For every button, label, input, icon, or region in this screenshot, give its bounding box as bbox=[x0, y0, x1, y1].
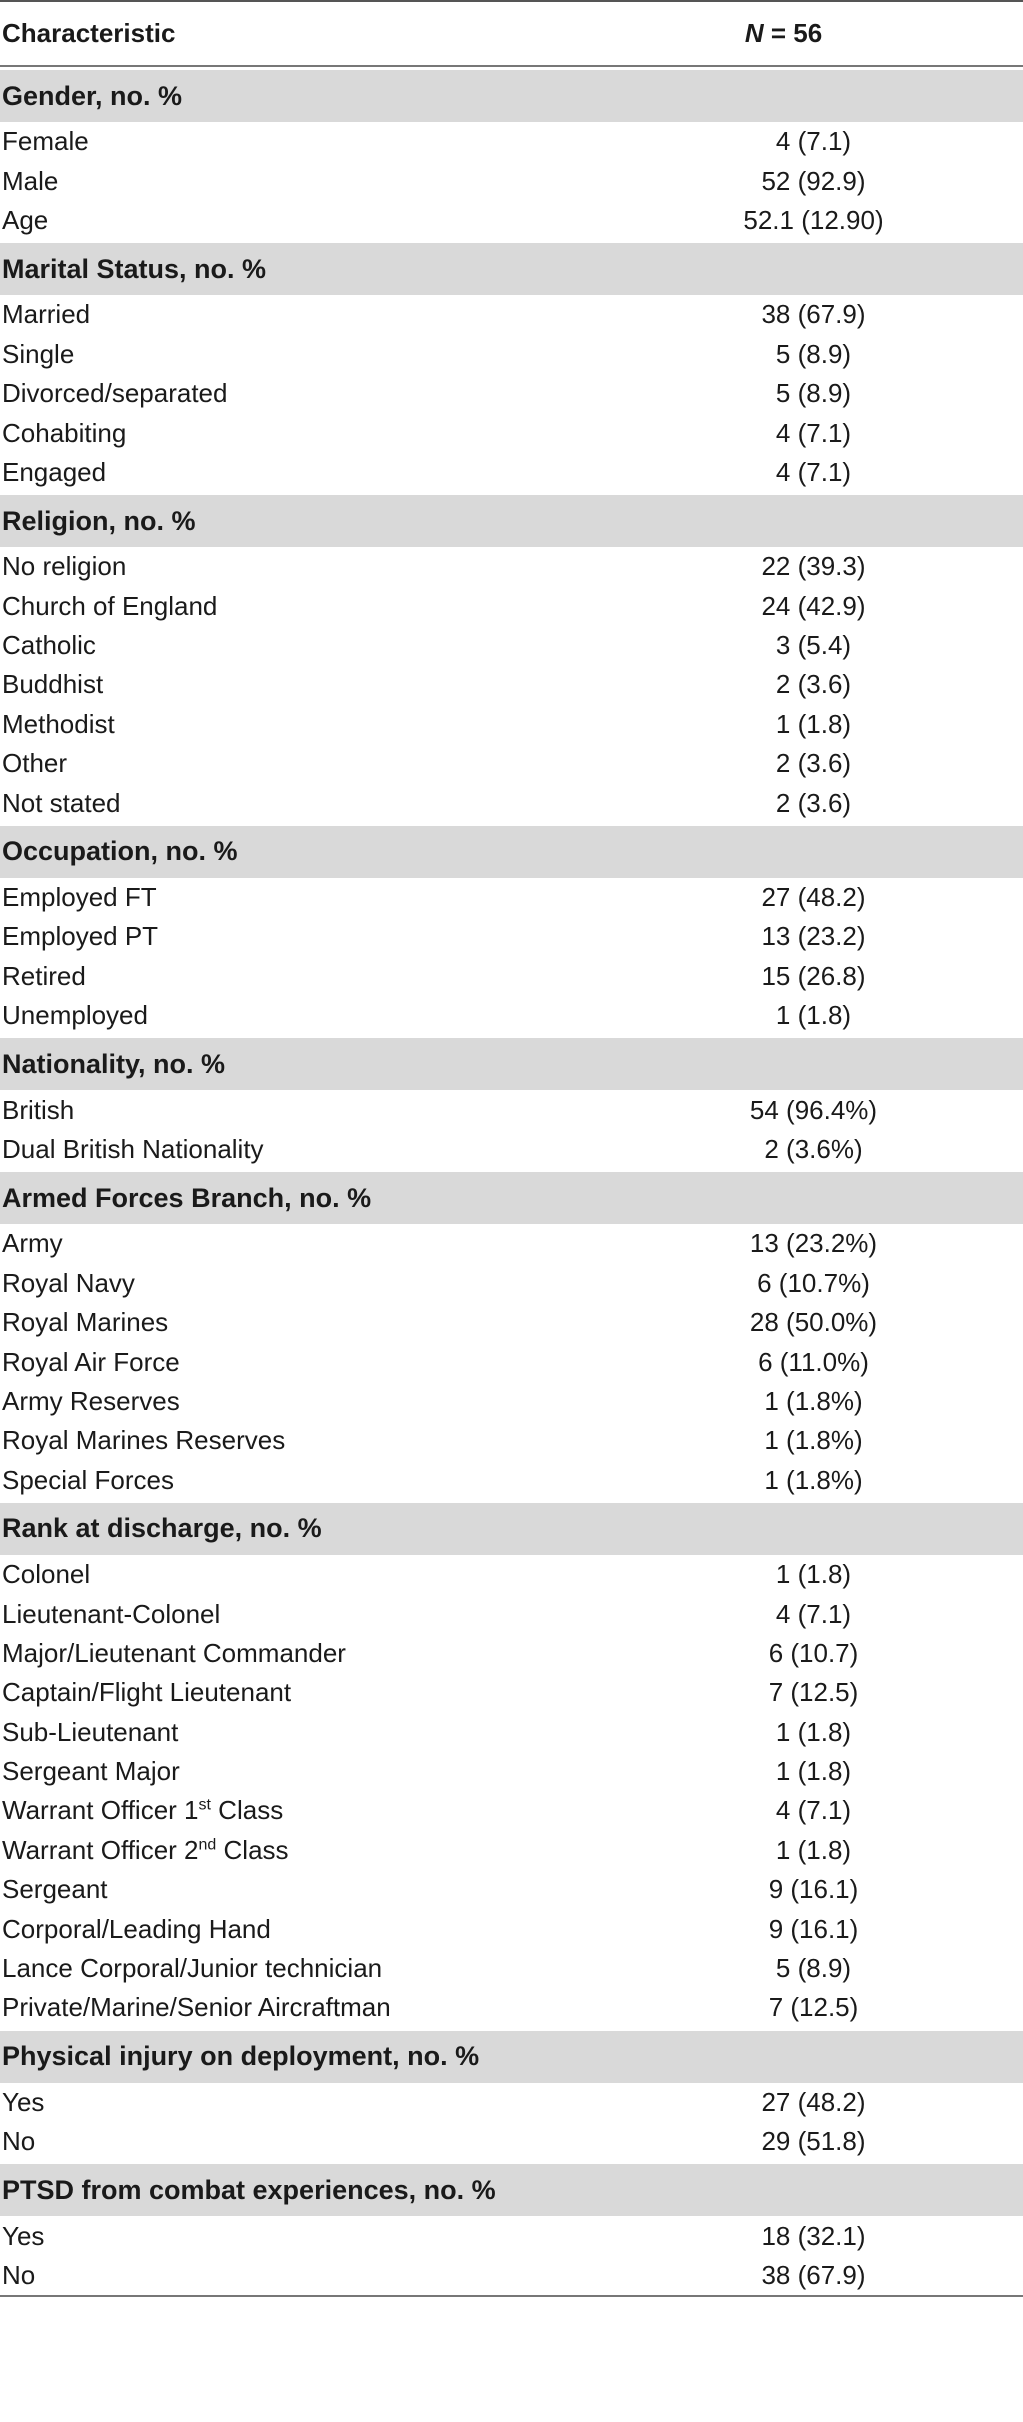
table-row bbox=[0, 917, 1023, 956]
row-label-text: Captain/Flight Lieutenant bbox=[2, 1677, 292, 1708]
row-label-text: No bbox=[2, 2126, 36, 2157]
table-row bbox=[0, 2083, 1023, 2122]
row-label bbox=[0, 2122, 544, 2161]
table-row bbox=[0, 1224, 1023, 1263]
table-row bbox=[0, 626, 1023, 665]
table-row bbox=[0, 547, 1023, 586]
row-label bbox=[0, 1303, 544, 1342]
row-value: 54 (96.4%) bbox=[749, 1094, 878, 1125]
row-label bbox=[0, 335, 544, 374]
table-row bbox=[0, 1594, 1023, 1633]
table-row bbox=[0, 1988, 1023, 2027]
row-label-text: Army Reserves bbox=[2, 1385, 180, 1416]
row-value: 1 (1.8%) bbox=[764, 1385, 863, 1416]
row-value: 1 (1.8%) bbox=[764, 1464, 863, 1495]
row-label-text: Lieutenant-Colonel bbox=[2, 1598, 221, 1629]
table-row bbox=[0, 161, 1023, 200]
row-value: 6 (10.7%) bbox=[757, 1267, 870, 1298]
table-row bbox=[0, 1673, 1023, 1712]
table-row bbox=[0, 1909, 1023, 1948]
row-label-text: Army bbox=[2, 1228, 63, 1259]
row-label bbox=[0, 705, 544, 744]
row-label-text: Buddhist bbox=[2, 669, 104, 700]
row-label bbox=[0, 744, 544, 783]
table-row bbox=[0, 1752, 1023, 1791]
row-value: 1 (1.8) bbox=[775, 1756, 852, 1787]
row-value: 2 (3.6) bbox=[775, 748, 852, 779]
table-row bbox=[0, 1831, 1023, 1870]
row-label bbox=[0, 122, 544, 161]
row-label-superscript: nd bbox=[198, 1836, 217, 1854]
table-row bbox=[0, 2122, 1023, 2161]
row-value: 22 (39.3) bbox=[761, 551, 866, 582]
row-label-text: Age bbox=[2, 204, 49, 235]
row-value: 2 (3.6) bbox=[775, 669, 852, 700]
row-label-tail: Class bbox=[210, 1795, 284, 1826]
row-label-text: Corporal/Leading Hand bbox=[2, 1913, 271, 1944]
row-label bbox=[0, 1634, 544, 1673]
table-row bbox=[0, 1342, 1023, 1381]
row-label bbox=[0, 1791, 544, 1830]
section-header-row bbox=[0, 1503, 1023, 1555]
row-label bbox=[0, 1673, 544, 1712]
table-row bbox=[0, 2216, 1023, 2255]
row-label bbox=[0, 1988, 544, 2027]
row-label bbox=[0, 453, 544, 492]
characteristic-column-header: Characteristic bbox=[0, 1, 544, 66]
row-label-text: Warrant Officer 1 bbox=[2, 1795, 199, 1826]
row-value: 4 (7.1) bbox=[775, 1598, 852, 1629]
section-title: PTSD from combat experiences, no. % bbox=[0, 2164, 1023, 2216]
row-value: 1 (1.8%) bbox=[764, 1425, 863, 1456]
table-row bbox=[0, 1421, 1023, 1460]
row-label-text: Sub-Lieutenant bbox=[2, 1716, 179, 1747]
row-label bbox=[0, 665, 544, 704]
row-value: 18 (32.1) bbox=[761, 2220, 866, 2251]
section-title: Physical injury on deployment, no. % bbox=[0, 2031, 1023, 2083]
row-label bbox=[0, 626, 544, 665]
row-label-text: Special Forces bbox=[2, 1464, 174, 1495]
table-row bbox=[0, 1303, 1023, 1342]
row-label-text: Lance Corporal/Junior technician bbox=[2, 1953, 383, 1984]
row-value: 24 (42.9) bbox=[761, 590, 866, 621]
row-value: 3 (5.4) bbox=[775, 630, 852, 661]
section-header-row bbox=[0, 495, 1023, 547]
section-title: Marital Status, no. % bbox=[0, 243, 1023, 295]
row-value: 1 (1.8) bbox=[775, 1000, 852, 1031]
section-title: Rank at discharge, no. % bbox=[0, 1503, 1023, 1555]
table-row bbox=[0, 665, 1023, 704]
row-label-text: Royal Navy bbox=[2, 1267, 135, 1298]
row-value: 13 (23.2%) bbox=[749, 1228, 878, 1259]
row-label bbox=[0, 1264, 544, 1303]
section-header-row bbox=[0, 2031, 1023, 2083]
row-value: 5 (8.9) bbox=[775, 378, 852, 409]
row-label-text: Engaged bbox=[2, 456, 107, 487]
row-label-text: Sergeant bbox=[2, 1874, 108, 1905]
row-value: 2 (3.6%) bbox=[764, 1134, 863, 1164]
row-label-text: Royal Air Force bbox=[2, 1346, 180, 1377]
table-row bbox=[0, 744, 1023, 783]
table-row bbox=[0, 705, 1023, 744]
row-label-text: Royal Marines bbox=[2, 1307, 169, 1338]
n-value: = 56 bbox=[763, 18, 823, 48]
row-value: 7 (12.5) bbox=[768, 1992, 859, 2023]
table-row bbox=[0, 374, 1023, 413]
row-label-text: Dual British Nationality bbox=[2, 1134, 264, 1164]
row-label bbox=[0, 1342, 544, 1381]
row-label bbox=[0, 996, 544, 1035]
row-label-text: Single bbox=[2, 338, 75, 369]
table-row bbox=[0, 1713, 1023, 1752]
row-label bbox=[0, 201, 544, 240]
row-label-text: Married bbox=[2, 299, 91, 330]
row-label-text: Employed PT bbox=[2, 921, 159, 952]
row-label-text: Female bbox=[2, 126, 89, 157]
row-value: 6 (10.7) bbox=[768, 1637, 859, 1668]
table-row bbox=[0, 996, 1023, 1035]
row-label-text: Colonel bbox=[2, 1559, 91, 1590]
row-value: 4 (7.1) bbox=[775, 456, 852, 487]
n-column-header bbox=[544, 1, 1023, 66]
row-value: 4 (7.1) bbox=[775, 417, 852, 448]
row-value: 13 (23.2) bbox=[761, 921, 866, 952]
row-label bbox=[0, 2083, 544, 2122]
row-label bbox=[0, 1752, 544, 1791]
row-label bbox=[0, 1909, 544, 1948]
table-row bbox=[0, 783, 1023, 822]
row-label-text: Yes bbox=[2, 2220, 45, 2251]
row-label bbox=[0, 295, 544, 334]
row-label-text: Divorced/separated bbox=[2, 378, 228, 409]
row-label bbox=[0, 1090, 544, 1129]
section-header-row bbox=[0, 826, 1023, 878]
row-value: 1 (1.8) bbox=[775, 1716, 852, 1747]
table-row bbox=[0, 201, 1023, 240]
section-header-row bbox=[0, 70, 1023, 122]
table-row bbox=[0, 1264, 1023, 1303]
section-title: Religion, no. % bbox=[0, 495, 1023, 547]
row-label-text: No religion bbox=[2, 551, 127, 582]
table-row bbox=[0, 957, 1023, 996]
row-value: 7 (12.5) bbox=[768, 1677, 859, 1708]
row-label bbox=[0, 1870, 544, 1909]
row-label-text: No bbox=[2, 2259, 36, 2290]
section-title: Occupation, no. % bbox=[0, 826, 1023, 878]
section-header-row bbox=[0, 2164, 1023, 2216]
table-row bbox=[0, 878, 1023, 917]
row-label-text: Retired bbox=[2, 960, 86, 991]
row-label bbox=[0, 374, 544, 413]
row-value: 52.1 (12.90) bbox=[743, 204, 884, 235]
row-label-text: Other bbox=[2, 748, 68, 779]
table-row bbox=[0, 1130, 1023, 1169]
row-label bbox=[0, 1130, 544, 1169]
row-value: 1 (1.8) bbox=[775, 1834, 852, 1865]
row-value: 29 (51.8) bbox=[761, 2126, 866, 2157]
row-label bbox=[0, 587, 544, 626]
row-value: 38 (67.9) bbox=[544, 2256, 1023, 2296]
section-title: Gender, no. % bbox=[0, 70, 1023, 122]
table-row bbox=[0, 1461, 1023, 1500]
table-body bbox=[0, 66, 1023, 2296]
row-label bbox=[0, 1713, 544, 1752]
row-label-text: Cohabiting bbox=[2, 417, 127, 448]
row-label bbox=[0, 2216, 544, 2255]
row-value: 2 (3.6) bbox=[775, 787, 852, 818]
row-label-text: Warrant Officer 2 bbox=[2, 1834, 199, 1865]
table-row bbox=[0, 295, 1023, 334]
row-value: 9 (16.1) bbox=[768, 1913, 859, 1944]
table-row bbox=[0, 1791, 1023, 1830]
row-label-text: Royal Marines Reserves bbox=[2, 1425, 286, 1456]
table-row bbox=[0, 335, 1023, 374]
header-row bbox=[0, 1, 1023, 66]
table-row bbox=[0, 1555, 1023, 1594]
row-label-text: Church of England bbox=[2, 590, 218, 621]
section-title: Armed Forces Branch, no. % bbox=[0, 1172, 1023, 1224]
table-row bbox=[0, 1870, 1023, 1909]
row-label bbox=[0, 1421, 544, 1460]
table-row bbox=[0, 1949, 1023, 1988]
table-row bbox=[0, 122, 1023, 161]
row-value: 6 (11.0%) bbox=[758, 1346, 869, 1377]
row-label bbox=[0, 878, 544, 917]
section-header-row bbox=[0, 243, 1023, 295]
row-value: 52 (92.9) bbox=[761, 165, 866, 196]
row-label-text: British bbox=[2, 1094, 75, 1125]
row-label bbox=[0, 957, 544, 996]
row-label-text: Yes bbox=[2, 2086, 45, 2117]
row-value: 38 (67.9) bbox=[761, 299, 866, 330]
row-value: 27 (48.2) bbox=[761, 2086, 866, 2117]
row-value: 5 (8.9) bbox=[775, 338, 852, 369]
row-label-text: Major/Lieutenant Commander bbox=[2, 1637, 346, 1668]
row-label-text: Unemployed bbox=[2, 1000, 148, 1031]
table-header bbox=[0, 1, 1023, 66]
table-row bbox=[0, 1634, 1023, 1673]
row-label-text: Not stated bbox=[2, 787, 121, 818]
row-label-text: Methodist bbox=[2, 708, 115, 739]
table-row bbox=[0, 413, 1023, 452]
row-value: 4 (7.1) bbox=[775, 1795, 852, 1826]
row-value: 27 (48.2) bbox=[761, 882, 866, 913]
n-symbol: N bbox=[744, 18, 764, 48]
row-value: 15 (26.8) bbox=[761, 960, 866, 991]
row-label bbox=[0, 413, 544, 452]
row-label-text: Male bbox=[2, 165, 59, 196]
row-label bbox=[0, 1461, 544, 1500]
row-value: 28 (50.0%) bbox=[749, 1307, 878, 1338]
row-label-text: Catholic bbox=[2, 630, 96, 661]
row-label-text: Employed FT bbox=[2, 882, 157, 913]
row-label bbox=[0, 2256, 544, 2296]
row-label-text: Private/Marine/Senior Aircraftman bbox=[2, 1992, 391, 2023]
row-label bbox=[0, 1594, 544, 1633]
row-label bbox=[0, 1949, 544, 1988]
row-value: 5 (8.9) bbox=[775, 1953, 852, 1984]
table-row bbox=[0, 1090, 1023, 1129]
row-value: 9 (16.1) bbox=[768, 1874, 859, 1905]
table-row bbox=[0, 1382, 1023, 1421]
row-label bbox=[0, 783, 544, 822]
section-title: Nationality, no. % bbox=[0, 1038, 1023, 1090]
row-label-text: Sergeant Major bbox=[2, 1756, 180, 1787]
row-value: 1 (1.8) bbox=[775, 1559, 852, 1590]
row-label-tail: Class bbox=[216, 1834, 289, 1865]
row-label bbox=[0, 1831, 544, 1870]
row-label bbox=[0, 1555, 544, 1594]
table-row bbox=[0, 587, 1023, 626]
row-value: 1 (1.8) bbox=[775, 708, 852, 739]
row-label-superscript: st bbox=[198, 1796, 211, 1814]
section-header-row bbox=[0, 1172, 1023, 1224]
row-label bbox=[0, 161, 544, 200]
row-label bbox=[0, 1224, 544, 1263]
table-row bbox=[0, 2256, 1023, 2296]
row-value: 4 (7.1) bbox=[775, 126, 852, 157]
row-label bbox=[0, 917, 544, 956]
section-header-row bbox=[0, 1038, 1023, 1090]
table-row bbox=[0, 453, 1023, 492]
row-label bbox=[0, 1382, 544, 1421]
row-label bbox=[0, 547, 544, 586]
